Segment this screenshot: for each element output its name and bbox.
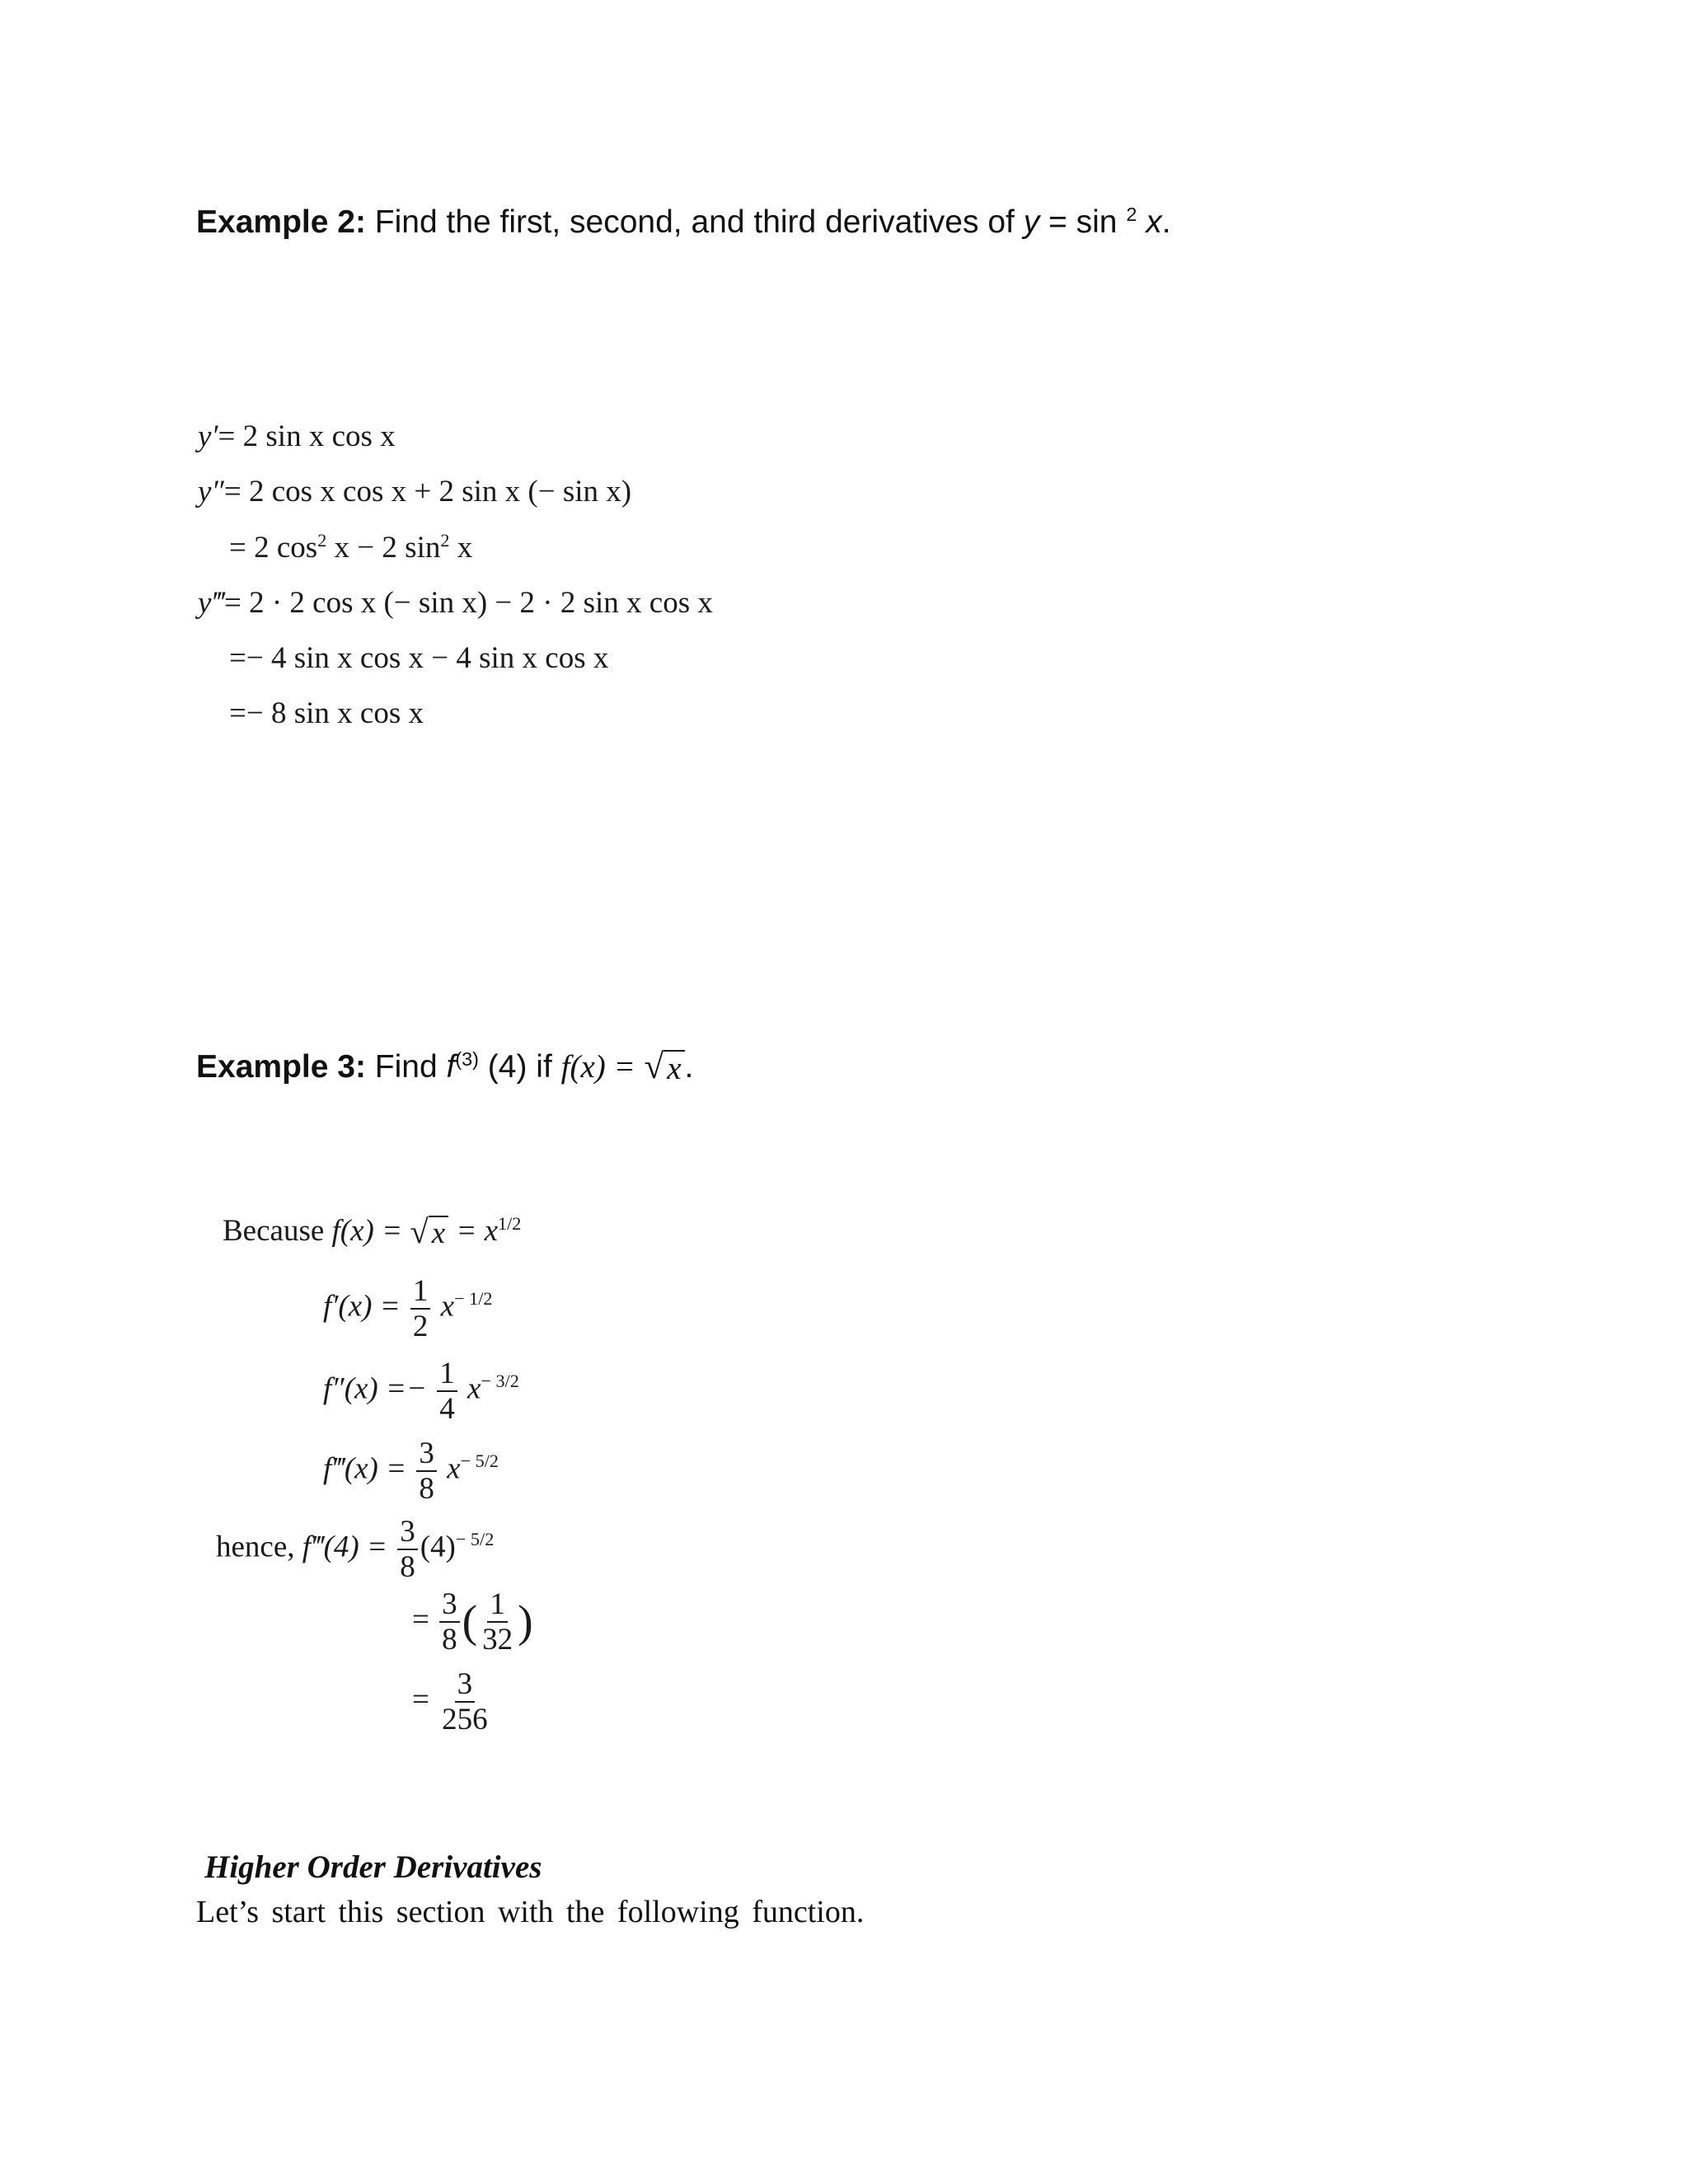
ex3-l3-frac [437, 1358, 457, 1424]
section-title: Higher Order Derivatives [204, 1849, 542, 1885]
ex3-l7-frac [439, 1669, 490, 1735]
example-2-eq: = sin [1039, 204, 1127, 240]
ex2-l3-exp-b: 2 [440, 529, 450, 551]
ex3-l6-den-b: 32 [482, 1623, 513, 1657]
ex3-l2-lhs: f′(x) = [323, 1289, 401, 1324]
ex2-l3-exp-a: 2 [317, 529, 327, 551]
ex2-line-4 [198, 585, 713, 621]
ex2-line-2 [198, 474, 631, 509]
ex3-because: Because [223, 1214, 325, 1248]
ex2-line-1 [198, 419, 396, 454]
ex3-line-4 [323, 1438, 499, 1504]
ex2-l6-rhs: =− 8 sin x cos x [229, 696, 424, 730]
example-2-period: . [1161, 204, 1171, 240]
example-3-find: Find [374, 1049, 438, 1085]
example-2-x: x [1146, 204, 1162, 240]
ex3-l5-num: 3 [397, 1516, 418, 1550]
ex3-l7-eq: = [412, 1682, 429, 1717]
ex3-l6-den-a: 8 [442, 1623, 457, 1657]
ex2-l1-lhs: y′ [198, 419, 218, 453]
ex3-l6-lparen: ( [462, 1596, 478, 1647]
section-intro: Let’s start this section with the following function. [196, 1895, 865, 1929]
ex3-l4-x: x [447, 1451, 461, 1486]
ex3-line-2 [323, 1276, 493, 1342]
ex2-l4-rhs: = 2 · 2 cos x (− sin x) − 2 · 2 sin x cos x [223, 586, 713, 620]
ex3-hence: hence, [216, 1530, 295, 1564]
ex2-l3-c: x [449, 531, 473, 565]
ex2-l4-lhs: y‴ [198, 586, 224, 620]
ex2-l2-lhs: y″ [198, 475, 224, 509]
ex3-l6-frac-b [480, 1589, 515, 1655]
ex3-line-7 [412, 1669, 493, 1735]
example-2-prompt: Find the first, second, and third derivatives of [374, 204, 1015, 240]
ex3-l2-frac [410, 1276, 431, 1342]
ex3-l5-frac [397, 1516, 418, 1582]
ex3-l1-sqrt: √ x [410, 1216, 448, 1251]
ex3-l6-num-b: 1 [487, 1589, 508, 1623]
ex2-line-6 [229, 696, 424, 731]
example-2-heading [196, 204, 1171, 241]
ex3-l1-radicand: x [429, 1216, 448, 1251]
ex3-l4-den: 8 [419, 1472, 434, 1506]
ex2-l3-a: = 2 cos [229, 531, 318, 565]
ex3-l3-exp: − 3/2 [481, 1371, 519, 1392]
ex3-l2-exp: − 1/2 [454, 1288, 493, 1310]
example-2-exponent: 2 [1126, 204, 1137, 225]
ex2-line-3 [229, 530, 472, 565]
ex2-l1-rhs: = 2 sin x cos x [218, 419, 396, 453]
ex3-l3-lhs: f″(x) =− [323, 1371, 427, 1406]
ex3-l6-rparen: ) [518, 1596, 533, 1647]
ex3-l3-x: x [467, 1371, 481, 1406]
ex3-l2-x: x [440, 1289, 455, 1324]
ex3-l3-den: 4 [439, 1392, 455, 1426]
ex3-l5-lhs: f‴(4) = [302, 1530, 387, 1564]
ex3-l1-exp: 1/2 [498, 1212, 522, 1234]
ex3-line-5 [216, 1516, 494, 1582]
ex3-l4-lhs: f‴(x) = [323, 1451, 407, 1486]
ex3-line-1 [223, 1213, 521, 1251]
ex3-l6-num-a: 3 [439, 1589, 460, 1623]
ex2-l5-rhs: =− 4 sin x cos x − 4 sin x cos x [229, 641, 609, 675]
example-3-arg: (4) if [487, 1049, 552, 1085]
ex3-line-3 [323, 1358, 519, 1424]
ex3-l2-den: 2 [412, 1310, 429, 1343]
ex3-l5-den: 8 [400, 1550, 415, 1584]
example-2-y: y [1023, 204, 1040, 240]
ex3-l2-num: 1 [410, 1276, 431, 1310]
ex3-l4-exp: − 5/2 [460, 1451, 499, 1472]
ex3-l5-exp: − 5/2 [455, 1529, 495, 1550]
ex2-l2-rhs: = 2 cos x cos x + 2 sin x (− sin x) [223, 475, 632, 509]
example-3-label: Example 3: [196, 1049, 366, 1085]
ex3-l6-frac-a [439, 1589, 460, 1655]
example-3-period: . [684, 1049, 694, 1085]
ex3-l4-num: 3 [416, 1438, 437, 1472]
ex3-l3-num: 1 [437, 1358, 457, 1392]
example-3-fx: f(x) = [560, 1049, 635, 1085]
example-3-heading [196, 1048, 693, 1087]
example-3-f: f [446, 1049, 456, 1085]
ex3-l7-num: 3 [455, 1669, 476, 1703]
ex3-l6-eq: = [412, 1602, 429, 1637]
ex2-line-5 [229, 640, 608, 676]
ex3-l1-lhs: f(x) = [331, 1214, 403, 1248]
ex3-l7-den: 256 [442, 1703, 488, 1736]
example-3-sqrt: √ x [645, 1050, 685, 1087]
example-2-label: Example 2: [196, 204, 366, 240]
ex3-l5-base: (4) [420, 1530, 456, 1564]
example-3-radicand: x [663, 1050, 684, 1087]
ex3-l1-mid: = x [456, 1214, 499, 1248]
ex3-l4-frac [416, 1438, 437, 1504]
ex2-l3-b: x − 2 sin [326, 531, 441, 565]
ex3-line-6 [412, 1589, 533, 1655]
example-3-order: (3) [455, 1048, 479, 1070]
